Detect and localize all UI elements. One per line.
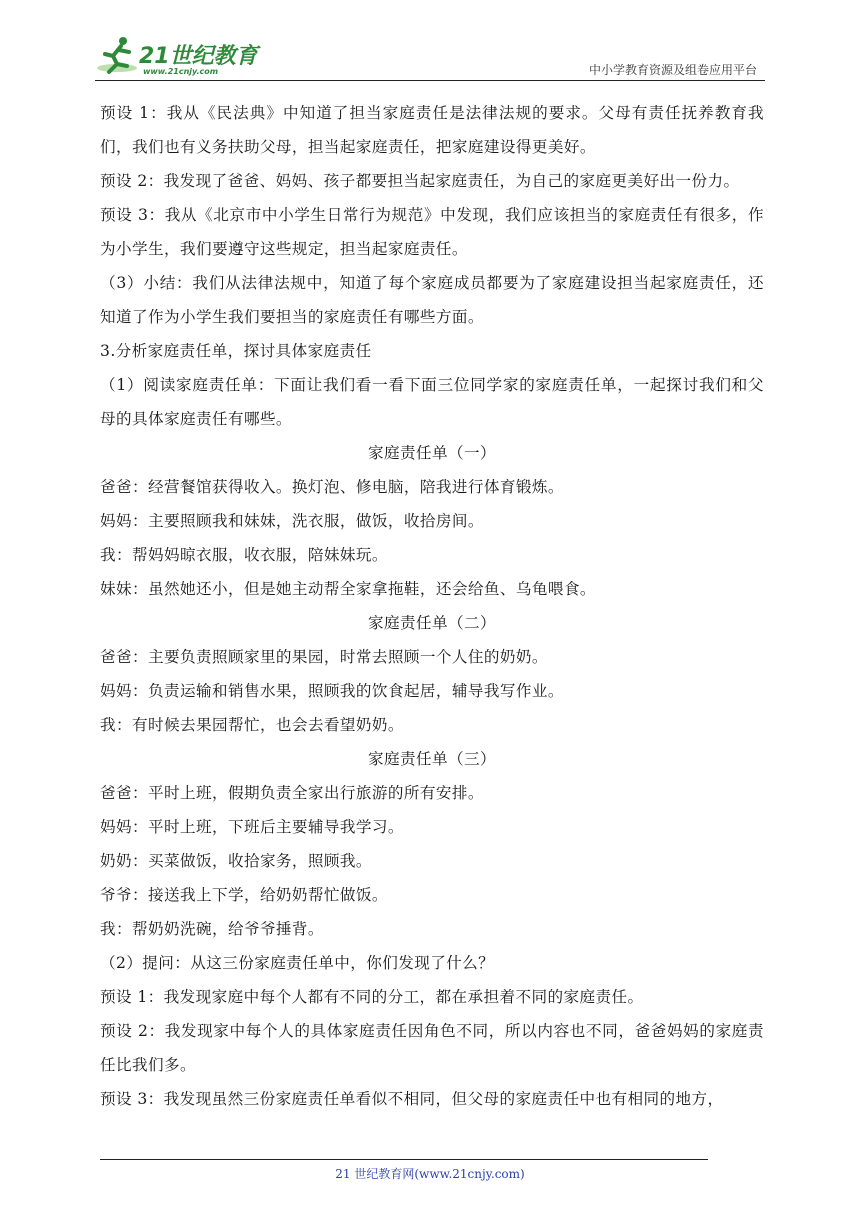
runner-logo-icon — [95, 34, 141, 78]
list-item: 爸爸：经营餐馆获得收入。换灯泡、修电脑，陪我进行体育锻炼。 — [100, 478, 564, 496]
list-item: 妈妈：负责运输和销售水果，照顾我的饮食起居，辅导我写作业。 — [100, 682, 564, 700]
paragraph: 预设 1：我从《民法典》中知道了担当家庭责任是法律法规的要求。父母有责任抚养教育我们，我们也有义务扶助父母，担当起家庭责任，把家庭建设得更美好。 — [100, 104, 764, 156]
list-item: 爸爸：平时上班，假期负责全家出行旅游的所有安排。 — [100, 784, 484, 802]
list-title: 家庭责任单（一） — [368, 444, 496, 462]
list-item: 妈妈：主要照顾我和妹妹，洗衣服，做饭，收拾房间。 — [100, 512, 484, 530]
paragraph: （3）小结：我们从法律法规中，知道了每个家庭成员都要为了家庭建设担当起家庭责任，还知道了作为小学生我们要担当的家庭责任有哪些方面。 — [100, 274, 764, 326]
question: （2）提问：从这三份家庭责任单中，你们发现了什么？ — [100, 954, 495, 972]
list-item: 奶奶：买菜做饭，收拾家务，照顾我。 — [100, 852, 372, 870]
platform-title: 中小学教育资源及组卷应用平台 — [588, 63, 757, 77]
list-item: 妹妹：虽然她还小，但是她主动帮全家拿拖鞋，还会给鱼、乌龟喂食。 — [100, 580, 596, 598]
paragraph: （1）阅读家庭责任单：下面让我们看一看下面三位同学家的家庭责任单，一起探讨我们和父母的具体家庭责任有哪些。 — [100, 376, 764, 428]
document-body — [100, 96, 764, 1116]
list-item: 爸爸：主要负责照顾家里的果园，时常去照顾一个人住的奶奶。 — [100, 648, 548, 666]
logo-url: www.21cnjy.com — [143, 67, 219, 76]
paragraph: 预设 3：我从《北京市中小学生日常行为规范》中发现，我们应该担当的家庭责任有很多，作为小学生，我们要遵守这些规定，担当起家庭责任。 — [100, 206, 764, 258]
section-heading: 3.分析家庭责任单，探讨具体家庭责任 — [100, 342, 372, 360]
list-item: 我：帮奶奶洗碗，给爷爷捶背。 — [100, 920, 324, 938]
site-logo[interactable] — [95, 34, 260, 78]
list-item: 我：帮妈妈晾衣服，收衣服，陪妹妹玩。 — [100, 546, 388, 564]
paragraph: 预设 2：我发现了爸爸、妈妈、孩子都要担当起家庭责任，为自己的家庭更美好出一份力。 — [100, 172, 740, 190]
list-item: 妈妈：平时上班，下班后主要辅导我学习。 — [100, 818, 404, 836]
list-title: 家庭责任单（二） — [368, 614, 496, 632]
header-divider — [95, 80, 765, 81]
paragraph: 预设 3：我发现虽然三份家庭责任单看似不相同，但父母的家庭责任中也有相同的地方， — [100, 1090, 724, 1108]
footer-divider — [100, 1159, 708, 1160]
list-item: 爷爷：接送我上下学，给奶奶帮忙做饭。 — [100, 886, 388, 904]
paragraph: 预设 2：我发现家中每个人的具体家庭责任因角色不同，所以内容也不同，爸爸妈妈的家庭责任比我们多。 — [100, 1022, 764, 1074]
footer-link[interactable]: 21 世纪教育网(www.21cnjy.com) — [335, 1167, 525, 1181]
page-header — [95, 28, 765, 82]
logo-text: 21世纪教育 — [139, 44, 258, 69]
list-item: 我：有时候去果园帮忙，也会去看望奶奶。 — [100, 716, 404, 734]
paragraph: 预设 1：我发现家庭中每个人都有不同的分工，都在承担着不同的家庭责任。 — [100, 988, 644, 1006]
list-title: 家庭责任单（三） — [368, 750, 496, 768]
